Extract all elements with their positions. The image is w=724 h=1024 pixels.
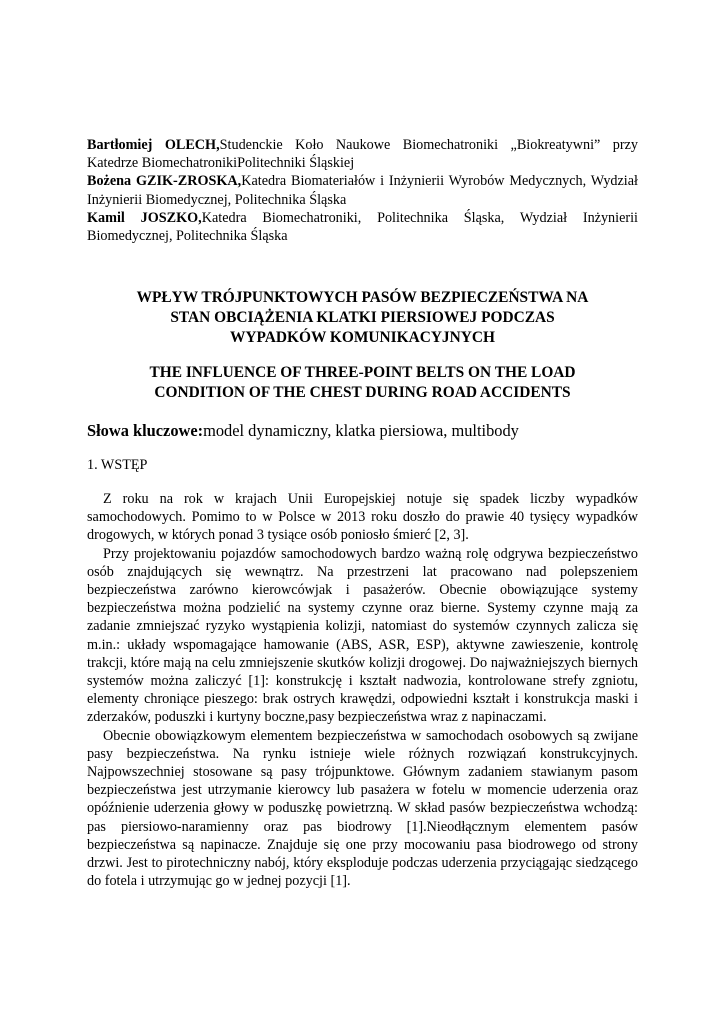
author-entry	[87, 136, 638, 172]
author-name: Bożena GZIK-ZROSKA,	[87, 173, 242, 190]
paragraph: Z roku na rok w krajach Unii Europejskiej notuje się spadek liczby wypadków samochodowych. Pomimo to w Polsce w 2013 roku doszło do prawie 40 tysięcy wypadków drogowych, w których ponad 3 tysiące osób poniosło śmierć [2, 3].	[87, 491, 638, 544]
paragraph: Przy projektowaniu pojazdów samochodowych bardzo ważną rolę odgrywa bezpieczeństwo osób znajdujących się wewnątrz. Na przestrzeni lat pracowano nad polepszeniem bezpieczeństwa zarówno kierowcówjak i pasażerów. Obecnie obowiązujące systemy bezpieczeństwa można podzielić na systemy czynne oraz bierne. Systemy czynne mają za zadanie zmniejszać ryzyko wystąpienia kolizji, natomiast do systemów czynnych zalicza się m.in.: układy wspomagające hamowanie (ABS, ASR, ESP), aktywne zawieszenie, kontrolę trakcji, które mają na celu zmniejszenie skutków kolizji drogowej. Do najważniejszych biernych systemów można zaliczyć [1]: konstrukcję i kształt nadwozia, kontrolowane strefy zgniotu, elementy chroniące pieszego: brak ostrych krawędzi, odpowiedni kształt i konstrukcja maski i zderzaków, poduszki i kurtyny boczne,pasy bezpieczeństwa wraz z napinaczami.	[87, 545, 638, 726]
title-polish-line: WPŁYW TRÓJPUNKTOWYCH PASÓW BEZPIECZEŃSTWA NA	[136, 289, 589, 306]
keywords	[87, 420, 638, 442]
author-name: Kamil JOSZKO,	[87, 209, 202, 226]
body-text	[87, 490, 638, 890]
author-affiliation: Studenckie Koło Naukowe Biomechatroniki „Biokreatywni” przy Katedrze BiomechatronikiPolitechniki Śląskiej	[87, 137, 639, 172]
title-english	[87, 363, 638, 403]
author-affiliation: Katedra Biomechatroniki, Politechnika Śląska, Wydział Inżynierii Biomedycznej, Politechnika Śląska	[87, 209, 639, 245]
author-entry	[87, 209, 638, 245]
section-heading: 1. WSTĘP	[87, 457, 148, 473]
author-name: Bartłomiej OLECH,	[87, 137, 220, 153]
author-entry	[87, 172, 638, 208]
title-english-line: THE INFLUENCE OF THREE-POINT BELTS ON THE LOAD	[149, 364, 576, 381]
title-polish	[87, 288, 638, 348]
paragraph: Obecnie obowiązkowym elementem bezpieczeństwa w samochodach osobowych są zwijane pasy bezpieczeństwa. Na rynku istnieje wiele różnych rozwiązań konstrukcyjnych. Najpowszechniej stosowane są pasy trójpunktowe. Głównym zadaniem stawianym pasom bezpieczeństwa jest utrzymanie kierowcy lub pasażera w fotelu w momencie uderzenia oraz opóźnienie uderzenia głowy w poduszkę powietrzną. W skład pasów bezpieczeństwa wchodzą: pas piersiowo-naramienny oraz pas biodrowy [1].Nieodłącznym elementem pasów bezpieczeństwa są napinacze. Znajduje się one przy mocowaniu pasa biodrowego od strony drzwi. Jest to pirotechniczny nabój, który eksploduje podczas uderzenia przyciągając siedzącego do fotela i utrzymując go w jednej pozycji [1].	[87, 727, 638, 890]
keywords-label: Słowa kluczowe:	[87, 421, 204, 440]
keywords-text: model dynamiczny, klatka piersiowa, multibody	[203, 421, 519, 440]
author-list	[87, 136, 638, 245]
title-english-line: CONDITION OF THE CHEST DURING ROAD ACCIDENTS	[154, 384, 571, 401]
title-polish-line: WYPADKÓW KOMUNIKACYJNYCH	[230, 329, 495, 346]
author-affiliation: Katedra Biomateriałów i Inżynierii Wyrobów Medycznych, Wydział Inżynierii Biomedycznej, Politechnika Śląska	[87, 173, 638, 208]
title-polish-line: STAN OBCIĄŻENIA KLATKI PIERSIOWEJ PODCZAS	[170, 309, 555, 326]
